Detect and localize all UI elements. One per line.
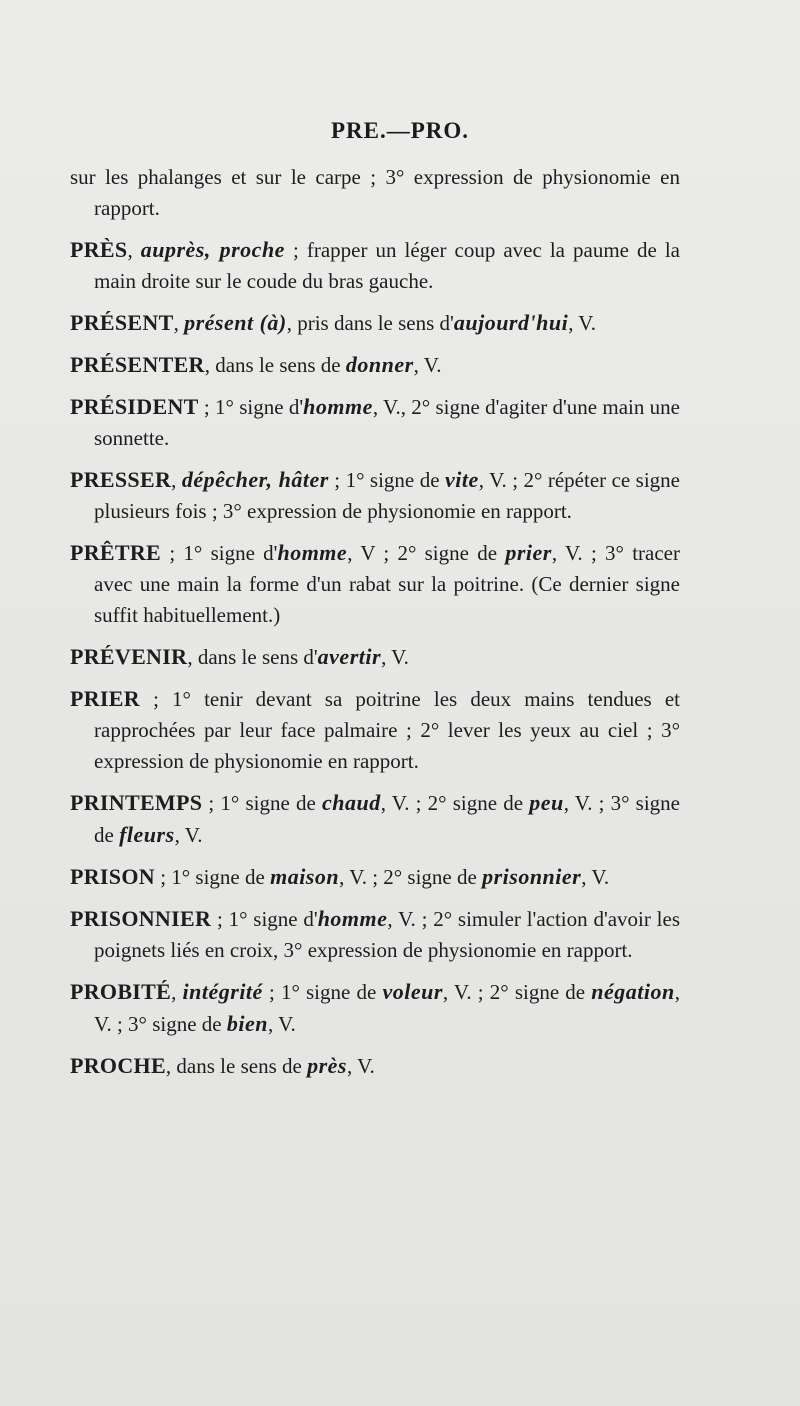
dictionary-entries — [70, 162, 680, 1092]
cross-reference: négation — [591, 979, 675, 1004]
entry-prison — [70, 861, 680, 893]
cross-reference: auprès, proche — [140, 237, 285, 262]
headword: PRISONNIER — [70, 906, 212, 931]
headword: PROCHE — [70, 1053, 166, 1078]
definition-text: , V. — [568, 311, 597, 335]
headword: PRIER — [70, 686, 140, 711]
definition-text: sur les phalanges et sur le carpe ; 3° expression de physionomie en rapport. — [70, 165, 680, 220]
definition-text: , pris dans le sens d' — [286, 311, 454, 335]
definition-text: , — [171, 468, 182, 492]
headword: PROBITÉ — [70, 979, 172, 1004]
definition-text: ; 1° signe de — [202, 791, 322, 815]
definition-text: , V. ; 2° signe de — [442, 980, 592, 1004]
entry-presenter — [70, 349, 680, 381]
definition-text: , V. ; 2° répéter ce signe plusieurs fois ; 3° expression de physionomie en rapport. — [94, 468, 680, 523]
cross-reference: homme — [277, 540, 348, 565]
definition-text: , dans le sens de — [165, 1054, 308, 1078]
definition-text: , V. ; 2° signe de — [380, 791, 530, 815]
headword: PRÉSIDENT — [70, 394, 199, 419]
entry-continuation — [70, 162, 680, 224]
definition-text: , — [127, 238, 141, 262]
definition-text: , — [171, 980, 183, 1004]
headword: PRESSER — [70, 467, 172, 492]
cross-reference: aujourd'hui — [453, 310, 569, 335]
cross-reference: bien — [226, 1011, 268, 1036]
cross-reference: près — [307, 1053, 347, 1078]
definition-text: ; 1° signe d' — [161, 541, 278, 565]
cross-reference: donner — [345, 352, 414, 377]
definition-text: ; 1° signe d' — [198, 395, 304, 419]
cross-reference: homme — [317, 906, 388, 931]
cross-reference: fleurs — [119, 822, 175, 847]
cross-reference: chaud — [321, 790, 381, 815]
definition-text: , dans le sens d' — [187, 645, 318, 669]
cross-reference: prier — [505, 540, 552, 565]
cross-reference: maison — [270, 864, 340, 889]
cross-reference: vite — [444, 467, 479, 492]
definition-text: ; 1° signe de — [328, 468, 445, 492]
entry-probite — [70, 976, 680, 1040]
definition-text: , V. — [581, 865, 610, 889]
entry-prisonnier — [70, 903, 680, 966]
cross-reference: prisonnier — [482, 864, 582, 889]
headword: PRINTEMPS — [70, 790, 203, 815]
entry-proche — [70, 1050, 680, 1082]
cross-reference: voleur — [382, 979, 443, 1004]
definition-text: , V. — [346, 1054, 375, 1078]
entry-prier — [70, 683, 680, 777]
headword: PRÉSENTER — [70, 352, 205, 377]
definition-text: , V. — [174, 823, 203, 847]
definition-text: , V. ; 2° simuler l'action d'avoir les poignets liés en croix, 3° expression de physionomie en rapport. — [94, 907, 680, 962]
definition-text: , V. ; 3° tracer avec une main la forme d'un rabat sur la poitrine. (Ce dernier signe suffit habituellement.) — [94, 541, 680, 627]
definition-text: ; frapper un léger coup avec la paume de la main droite sur le coude du bras gauche. — [94, 238, 681, 293]
entry-present — [70, 307, 680, 339]
definition-text: , V. — [267, 1012, 296, 1036]
cross-reference: avertir — [317, 644, 382, 669]
definition-text: , V. — [381, 645, 409, 669]
definition-text: ; 1° tenir devant sa poitrine les deux mains tendues et rapprochées par leur face palmaire ; 2° lever les yeux au ciel ; 3° expression de physionomie en rapport. — [94, 687, 680, 773]
definition-text: ; 1° signe de — [262, 980, 383, 1004]
definition-text: , V. ; 2° signe de — [339, 865, 483, 889]
cross-reference: dépêcher, hâter — [181, 467, 329, 492]
headword: PRÉVENIR — [70, 644, 188, 669]
cross-reference: intégrité — [182, 979, 263, 1004]
definition-text: ; 1° signe de — [154, 865, 271, 889]
definition-text: , V. ; 3° signe de — [94, 980, 680, 1036]
definition-text: , V. — [413, 353, 442, 377]
headword: PRÈS — [70, 237, 128, 262]
headword: PRISON — [70, 864, 155, 889]
definition-text: , V ; 2° signe de — [347, 541, 506, 565]
cross-reference: présent (à) — [184, 310, 287, 335]
headword: PRÉSENT — [70, 310, 174, 335]
cross-reference: homme — [303, 394, 373, 419]
entry-prevenir — [70, 641, 680, 673]
definition-text: , V., 2° signe d'agiter d'une main une sonnette. — [94, 395, 681, 450]
headword: PRÊTRE — [70, 540, 162, 565]
running-head: PRE.—PRO. — [330, 118, 470, 143]
cross-reference: peu — [529, 790, 564, 815]
entry-pretre — [70, 537, 680, 631]
definition-text: ; 1° signe d' — [211, 907, 318, 931]
entry-president — [70, 391, 680, 454]
entry-printemps — [70, 787, 680, 851]
definition-text: , — [173, 311, 185, 335]
entry-pres — [70, 234, 680, 297]
entry-presser — [70, 464, 680, 527]
definition-text: , dans le sens de — [204, 353, 346, 377]
definition-text: , V. ; 3° signe de — [94, 791, 681, 847]
